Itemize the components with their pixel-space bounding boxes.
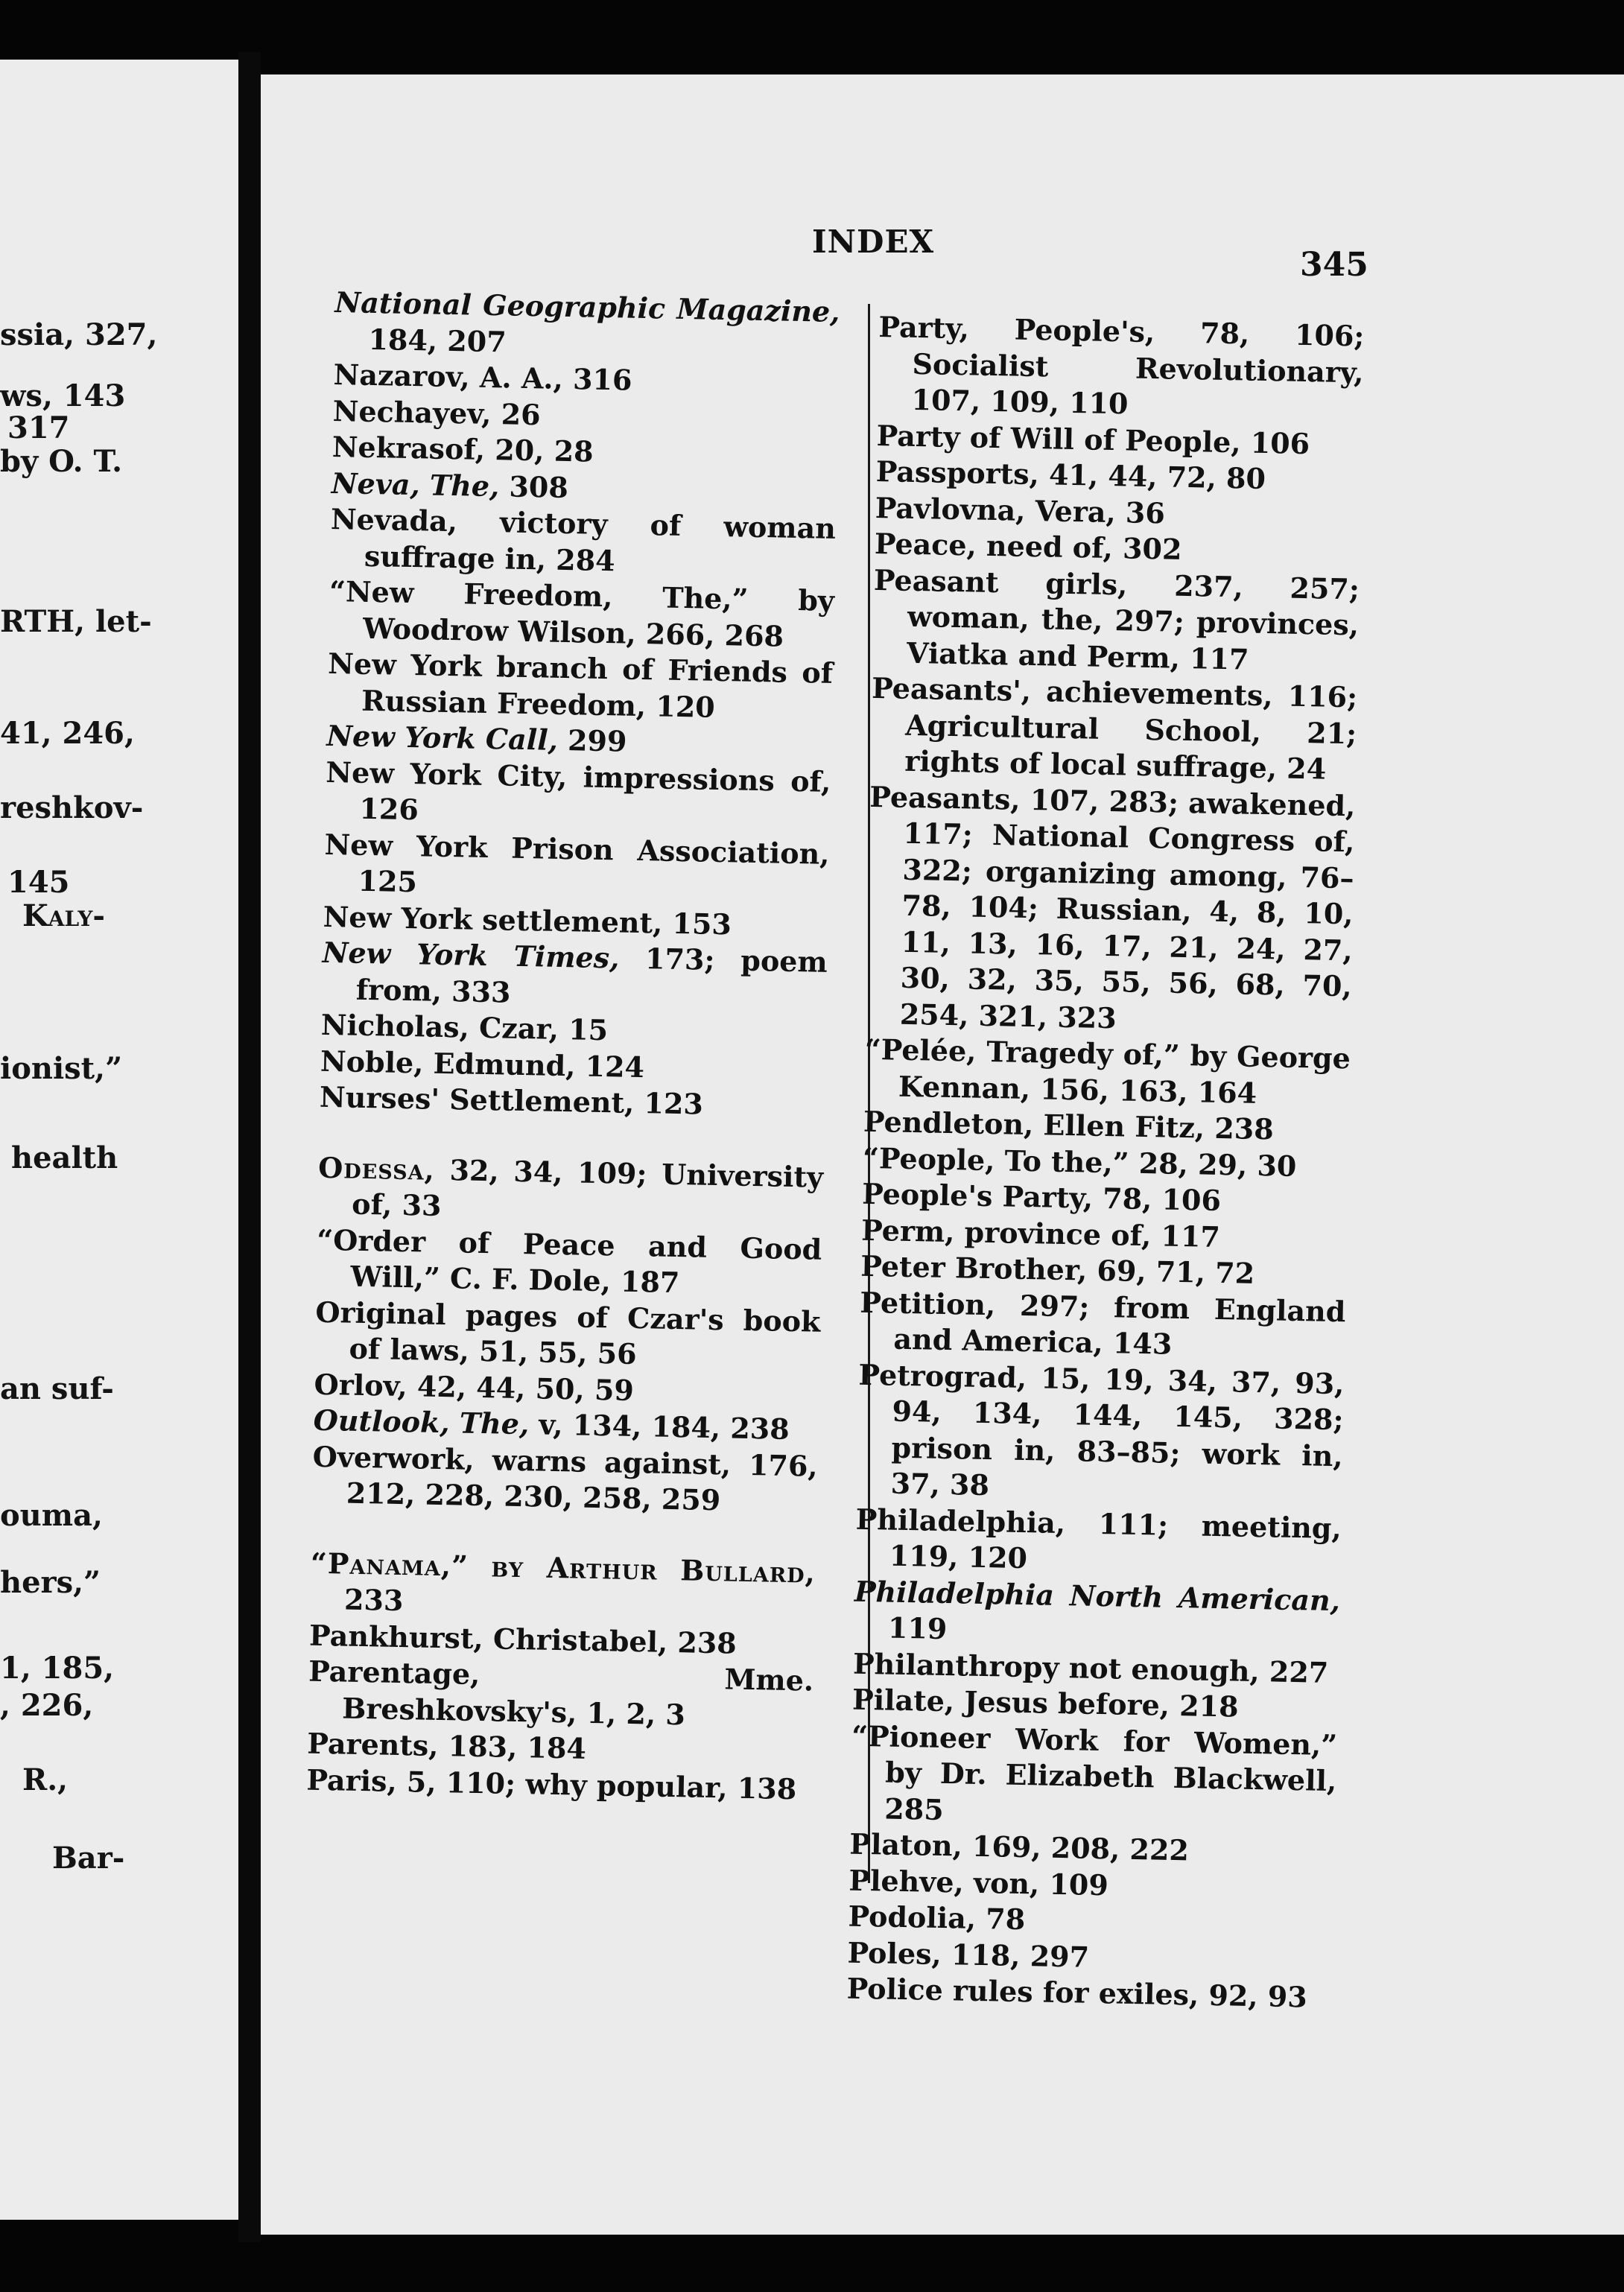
entry-text: 233 <box>343 1582 404 1618</box>
index-entry <box>321 935 828 1017</box>
index-entry <box>323 826 830 908</box>
facing-page-fragment <box>0 60 238 2220</box>
entry-text: Orlov, 42, 44, 50, 59 <box>314 1367 635 1407</box>
entry-text: v, 134, 184, 238 <box>528 1407 790 1446</box>
entry-text: Poles, 118, 297 <box>847 1935 1090 1974</box>
entry-text: New York Prison Association, 125 <box>324 827 830 899</box>
entry-text: Petition, 297; from England and America, 143 <box>859 1285 1346 1361</box>
index-entry <box>316 1222 822 1304</box>
entry-text: Noble, Edmund, 124 <box>320 1044 645 1084</box>
entry-text: Pankhurst, Christabel, 238 <box>308 1618 738 1660</box>
entry-text: Peasants, 107, 283; awakened, 117; National Congress of, 322; organizing among, 76–78, 104; Russian, 4, 8, 10, 11, 13, 16, 17, 21, 24, 27, 30, 32, 35, 55, 56, 68, 70, 254, 321, 323 <box>869 779 1356 1035</box>
entry-text: Nechayev, 26 <box>332 393 542 431</box>
entry-text: Peter Brother, 69, 71, 72 <box>860 1248 1255 1290</box>
entry-text: Nekrasof, 20, 28 <box>332 429 594 469</box>
index-entry <box>870 670 1358 788</box>
index-entry <box>310 1545 816 1627</box>
index-entry <box>859 1284 1346 1365</box>
entry-text: 299 <box>557 723 627 758</box>
entry-text: Parentage, Mme. Breshkovsky's, 1, 2, 3 <box>308 1654 814 1731</box>
entry-text: People's Party, 78, 106 <box>861 1176 1222 1218</box>
index-entry <box>314 1294 821 1376</box>
entry-text: 119 <box>887 1610 948 1646</box>
left-fragment-line: , 226, <box>0 1688 94 1723</box>
running-head: INDEX <box>812 223 935 260</box>
entry-text: Original pages of Czar's book of laws, 51, 55, 56 <box>315 1295 821 1371</box>
index-column-right <box>846 309 1365 2016</box>
index-column-left <box>306 285 840 1808</box>
left-fragment-line: 41, 246, <box>0 716 135 751</box>
entry-text: “Pioneer Work for Women,” by Dr. Elizabeth Blackwell, 285 <box>851 1718 1338 1826</box>
entry-text: Party of Will of People, 106 <box>876 418 1310 460</box>
index-entry <box>308 1654 814 1736</box>
entry-text: Paris, 5, 110; why popular, 138 <box>306 1762 797 1806</box>
index-entry <box>327 646 834 728</box>
entry-text: New York City, impressions of, 126 <box>326 755 831 827</box>
left-fragment-line: Kaly- <box>22 898 105 933</box>
entry-text: Parents, 183, 184 <box>306 1726 587 1765</box>
entry-text: “Pelée, Tragedy of,” by George Kennan, 156, 163, 164 <box>864 1032 1351 1110</box>
index-entry <box>872 562 1360 679</box>
entry-text: Peace, need of, 302 <box>874 526 1182 566</box>
italic-title: New York Call, <box>326 718 559 757</box>
entry-text: “New Freedom, The,” by Woodrow Wilson, 266, 268 <box>329 574 835 653</box>
index-entry <box>864 1032 1351 1113</box>
section-lead-term: “Panama,” by Arthur Bullard, <box>310 1546 816 1590</box>
index-entry <box>325 754 831 836</box>
index-entry <box>856 1356 1345 1510</box>
entry-text: New York branch of Friends of Russian Freedom, 120 <box>327 646 834 724</box>
left-fragment-line: ionist,” <box>0 1051 123 1086</box>
index-entry <box>865 778 1355 1041</box>
index-entry <box>330 501 837 583</box>
index-entry <box>854 1573 1341 1654</box>
entry-text: “People, To the,” 28, 29, 30 <box>862 1140 1297 1183</box>
italic-title: Neva, The, <box>331 466 500 503</box>
index-entry <box>329 574 835 655</box>
entry-text: 184, 207 <box>368 322 507 358</box>
left-fragment-line: ouma, <box>0 1498 103 1533</box>
left-fragment-line: 317 <box>7 410 70 445</box>
entry-text: Pavlovna, Vera, 36 <box>875 490 1166 530</box>
left-fragment-line: ssia, 327, <box>0 317 158 352</box>
italic-title: Philadelphia North American, <box>854 1574 1341 1617</box>
index-entry <box>317 1149 824 1231</box>
entry-text: Pilate, Jesus before, 218 <box>851 1682 1239 1724</box>
index-entry <box>334 285 840 366</box>
left-fragment-line: health <box>11 1140 118 1175</box>
entry-text: 173; poem from, 333 <box>355 941 828 1009</box>
entry-text: Nicholas, Czar, 15 <box>320 1007 609 1047</box>
entry-text: Podolia, 78 <box>848 1899 1026 1937</box>
index-entry <box>854 1501 1342 1582</box>
entry-text: Police rules for exiles, 92, 93 <box>846 1971 1308 2014</box>
italic-title: Outlook, The, <box>313 1403 530 1441</box>
left-fragment-line: by O. T. <box>0 444 123 479</box>
entry-text: 32, 34, 109; University of, 33 <box>351 1152 824 1222</box>
left-fragment-line: RTH, let- <box>0 604 152 639</box>
entry-text: “Order of Peace and Good Will,” C. F. Dole, 187 <box>316 1222 822 1300</box>
index-entry <box>850 1718 1338 1835</box>
entry-text: Nevada, victory of woman suffrage in, 284 <box>330 501 837 577</box>
entry-text: Plehve, von, 109 <box>849 1863 1109 1902</box>
entry-text: Nurses' Settlement, 123 <box>319 1079 704 1121</box>
left-fragment-line: R., <box>22 1762 69 1797</box>
entry-text: Nazarov, A. A., 316 <box>333 357 632 397</box>
entry-text: Philanthropy not enough, 227 <box>852 1646 1329 1689</box>
entry-text: Peasant girls, 237, 257; woman, the, 297; provinces, Viatka and Perm, 117 <box>873 562 1360 676</box>
section-lead-term: Odessa, <box>317 1150 436 1187</box>
left-fragment-line: an suf- <box>0 1371 114 1406</box>
book-spine-gutter <box>238 52 261 2242</box>
left-fragment-line: 145 <box>7 865 70 900</box>
entry-text: Platon, 169, 208, 222 <box>849 1826 1190 1867</box>
entry-text: Pendleton, Ellen Fitz, 238 <box>863 1104 1275 1146</box>
left-fragment-line: Bar- <box>52 1841 125 1876</box>
left-fragment-line: 1, 185, <box>0 1651 115 1686</box>
entry-text: Party, People's, 78, 106; Socialist Revolutionary, 107, 109, 110 <box>878 309 1365 421</box>
italic-title: New York Times, <box>322 935 620 975</box>
entry-text: Peasants', achievements, 116; Agricultural School, 21; rights of local suffrage, 24 <box>871 670 1358 786</box>
entry-text: 308 <box>498 469 569 504</box>
left-fragment-line: reshkov- <box>0 790 144 825</box>
italic-title: National Geographic Magazine, <box>334 285 840 329</box>
entry-text: New York settlement, 153 <box>323 899 732 941</box>
entry-text: Passports, 41, 44, 72, 80 <box>875 454 1266 496</box>
index-entry <box>877 309 1365 427</box>
page-number: 345 <box>1300 246 1368 284</box>
entry-text: Perm, province of, 117 <box>860 1213 1221 1254</box>
left-fragment-line: hers,” <box>0 1565 101 1600</box>
index-entry <box>311 1438 818 1520</box>
entry-text: Petrograd, 15, 19, 34, 37, 93, 94, 134, 144, 145, 328; prison in, 83–85; work in, 37, 38 <box>858 1357 1345 1502</box>
entry-text: Overwork, warns against, 176, 212, 228, 230, 258, 259 <box>312 1439 819 1517</box>
entry-text: Philadelphia, 111; meeting, 119, 120 <box>855 1502 1342 1575</box>
left-fragment-line: ws, 143 <box>0 378 126 413</box>
